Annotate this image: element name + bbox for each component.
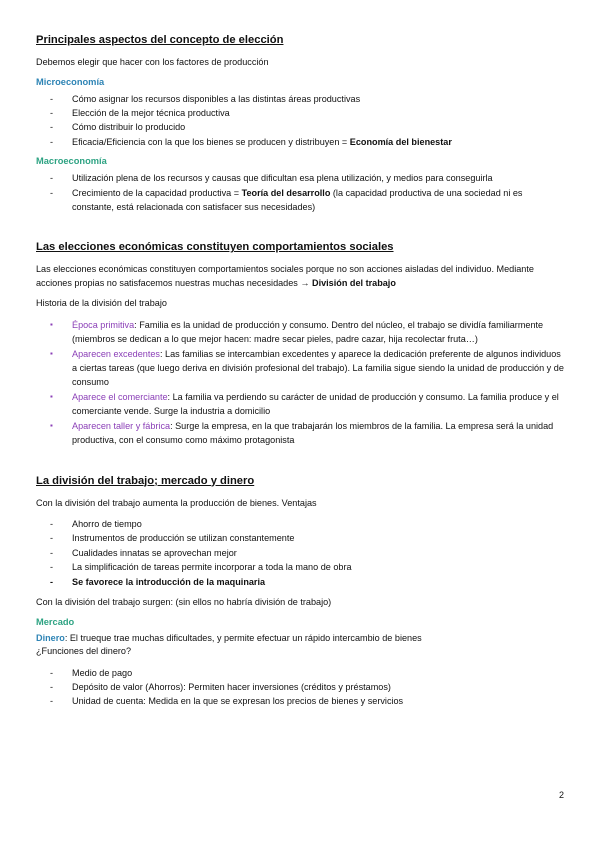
list-item: - La simplificación de tareas permite incorporar a toda la mano de obra	[36, 560, 564, 574]
micro-list	[36, 92, 564, 150]
intro-eleccion: Debemos elegir que hacer con los factores de producción	[36, 57, 269, 67]
list-item: - Medio de pago	[36, 666, 564, 680]
history-list	[36, 318, 564, 448]
list-item-text: Crecimiento de la capacidad productiva =	[72, 187, 242, 198]
list-item	[36, 318, 564, 347]
subheading-mercado: Mercado	[36, 616, 75, 627]
macro-list	[36, 171, 564, 214]
history-text: : La familia va perdiendo su carácter de unidad de producción y consumo. La familia produce y el comerciante vende. Surge la industria a domicilio	[72, 391, 559, 417]
subheading-microeconomia: Microeconomía	[36, 76, 105, 87]
bold-term: División del trabajo	[312, 277, 396, 288]
list-item	[36, 186, 564, 215]
history-term: Aparecen excedentes	[72, 348, 160, 359]
funciones-list	[36, 666, 564, 709]
list-item: - Elección de la mejor técnica productiva	[36, 106, 564, 120]
list-item-text: (la capacidad productiva de una sociedad ni es constante, está relacionada con satisfacer sus necesidades)	[72, 187, 523, 212]
dinero-text: : El trueque trae muchas dificultades, y permite efectuar un rápido intercambio de bienes	[64, 632, 422, 643]
paragraph-elecciones	[36, 263, 564, 290]
history-text: : Surge la empresa, en la que trabajarán los miembros de la familia. La empresa será la unidad productiva, con el consumo como máximo protagonista	[72, 420, 554, 446]
list-item: - Instrumentos de producción se utilizan constantemente	[36, 531, 564, 545]
list-item: - Cómo asignar los recursos disponibles a las distintas áreas productivas	[36, 92, 564, 106]
list-item: - Cualidades innatas se aprovechan mejor	[36, 546, 564, 560]
list-item: - Ahorro de tiempo	[36, 517, 564, 531]
arrow-icon: →	[300, 277, 310, 288]
funciones-question: ¿Funciones del dinero?	[36, 646, 132, 657]
history-text: : Las familias se intercambian excedentes y aparece la dedicación preferente de algunos individuos a ciertas tareas (que luego deriva en división profesional del trabajo). La familia sigue siendo la unidad de producción y de consumo	[72, 348, 564, 388]
list-item	[36, 135, 564, 149]
list-item: - Utilización plena de los recursos y causas que dificultan esa plena utilización, y medios para conseguirla	[36, 171, 564, 185]
bold-term: Economía del bienestar	[349, 136, 452, 147]
heading-eleccion: Principales aspectos del concepto de elección	[36, 34, 284, 46]
list-item: - Depósito de valor (Ahorros): Permiten hacer inversiones (créditos y préstamos)	[36, 680, 564, 694]
history-label: Historia de la división del trabajo	[36, 298, 167, 309]
history-text: : Familia es la unidad de producción y consumo. Dentro del núcleo, el trabajo se dividía familiarmente (miembros se dedican a lo que mejor hacen: madre secar pieles, padre cazar, hija recolectar fruta…)	[72, 319, 544, 345]
intro-division: Con la división del trabajo aumenta la producción de bienes. Ventajas	[36, 497, 317, 508]
history-term: Aparecen taller y fábrica	[72, 420, 171, 431]
dinero-term: Dinero	[36, 632, 65, 643]
list-item	[36, 390, 564, 419]
list-item-text: Eficacia/Eficiencia con la que los bienes se producen y distribuyen =	[72, 136, 350, 147]
page-number: 2	[558, 790, 564, 800]
heading-division-trabajo: La división del trabajo; mercado y dinero	[36, 474, 255, 487]
subheading-macroeconomia: Macroeconomía	[36, 156, 107, 167]
heading-elecciones-sociales: Las elecciones económicas constituyen comportamientos sociales	[36, 241, 394, 254]
paragraph-text: Las elecciones económicas constituyen comportamientos sociales porque no son acciones aisladas del individuo. Mediante acciones propias no satisfacemos nuestras muchas necesidades	[36, 264, 534, 288]
list-item: - Se favorece la introducción de la maquinaria	[36, 575, 564, 589]
dinero-paragraph	[36, 632, 564, 646]
list-item	[36, 347, 564, 390]
history-term: Época primitiva	[72, 319, 135, 330]
list-item	[36, 419, 564, 448]
history-term: Aparece el comerciante	[72, 391, 168, 402]
list-item: - Unidad de cuenta: Medida en la que se expresan los precios de bienes y servicios	[36, 694, 564, 708]
surgen-text: Con la división del trabajo surgen: (sin ellos no habría división de trabajo)	[36, 597, 332, 608]
ventajas-list	[36, 517, 564, 589]
document-content	[36, 34, 564, 716]
bold-term: Teoría del desarrollo	[241, 187, 331, 198]
list-item: - Cómo distribuir lo producido	[36, 120, 564, 134]
